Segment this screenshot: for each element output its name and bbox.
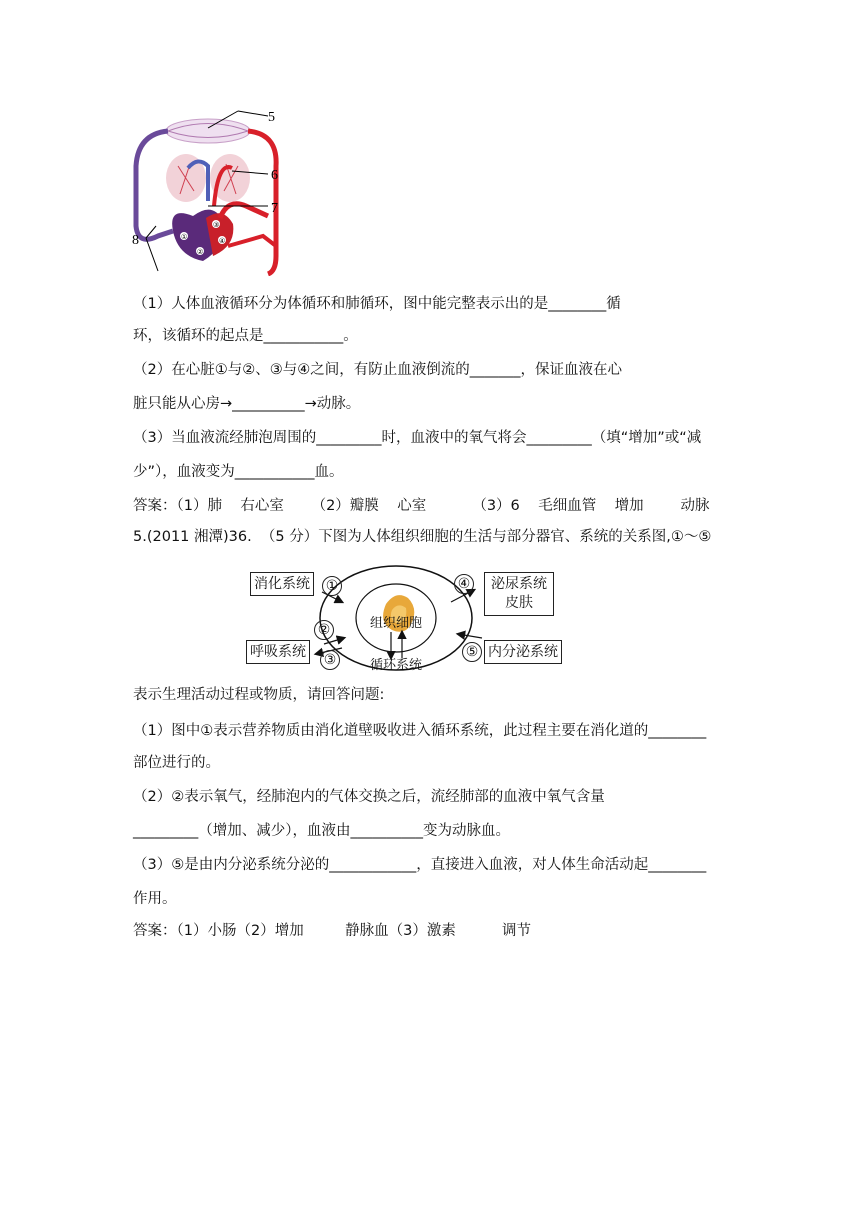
q4-part1-line1: （1）人体血液循环分为体循环和肺循环，图中能完整表示出的是________循 <box>133 296 621 312</box>
marker-4: ④ <box>454 574 474 594</box>
marker-1: ① <box>322 576 342 596</box>
marker-2: ② <box>314 620 334 640</box>
circulation-diagram <box>128 106 298 276</box>
heart-mark-2: ② <box>197 248 204 256</box>
q4-part3-line1: （3）当血液流经肺泡周围的_________时，血液中的氧气将会_________（填“增加”或“减 <box>133 430 702 446</box>
q5-intro-continued: 表示生理活动过程或物质，请回答问题: <box>133 687 385 703</box>
q5-part2-line2: _________（增加、减少），血液由__________变为动脉血。 <box>133 823 510 839</box>
q5-intro: 5.(2011 湘潭)36. （5 分）下图为人体组织细胞的生活与部分器官、系统的关系图,①～⑤ <box>133 529 712 545</box>
label-5: 5 <box>268 110 275 125</box>
digestive-system-box: 消化系统 <box>250 572 314 596</box>
q5-part1-line1: （1）图中①表示营养物质由消化道壁吸收进入循环系统，此过程主要在消化道的________ <box>133 723 707 739</box>
urinary-skin-box <box>484 572 554 616</box>
q5-part2-line1: （2）②表示氧气，经肺泡内的气体交换之后，流经肺部的血液中氧气含量 <box>133 789 605 805</box>
label-7: 7 <box>271 201 278 216</box>
endocrine-system-box: 内分泌系统 <box>484 640 562 664</box>
label-6: 6 <box>271 168 278 183</box>
respiratory-system-box: 呼吸系统 <box>246 640 310 664</box>
label-8: 8 <box>132 233 139 248</box>
q4-part1-line2: 环，该循环的起点是___________。 <box>133 328 358 344</box>
q5-part1-line2: 部位进行的。 <box>133 755 220 771</box>
urinary-system-label: 泌尿系统 <box>491 576 547 592</box>
skin-label: 皮肤 <box>505 595 533 611</box>
q4-part3-line2: 少”），血液变为___________血。 <box>133 464 344 480</box>
q4-part2-line1: （2）在心脏①与②、③与④之间，有防止血液倒流的_______，保证血液在心 <box>133 362 622 378</box>
q5-part3-line2: 作用。 <box>133 891 177 907</box>
circulatory-system-label: 循环系统 <box>370 658 423 673</box>
heart-mark-4: ④ <box>219 237 226 245</box>
tissue-cell-label: 组织细胞 <box>370 616 423 631</box>
q4-answer: 答案：（1）肺 右心室 （2）瓣膜 心室 （3）6 毛细血管 增加 动脉 <box>133 498 710 514</box>
q5-part3-line1: （3）⑤是由内分泌系统分泌的____________，直接进入血液，对人体生命活动起________ <box>133 857 707 873</box>
heart-mark-3: ③ <box>213 221 220 229</box>
q4-part2-line2: 脏只能从心房→__________→动脉。 <box>133 396 361 412</box>
marker-3: ③ <box>320 650 340 670</box>
marker-5: ⑤ <box>462 642 482 662</box>
q5-answer: 答案：（1）小肠（2）增加 静脉血（3）激素 调节 <box>133 923 531 939</box>
system-relationship-diagram <box>246 562 576 674</box>
heart-mark-1: ① <box>181 233 188 241</box>
